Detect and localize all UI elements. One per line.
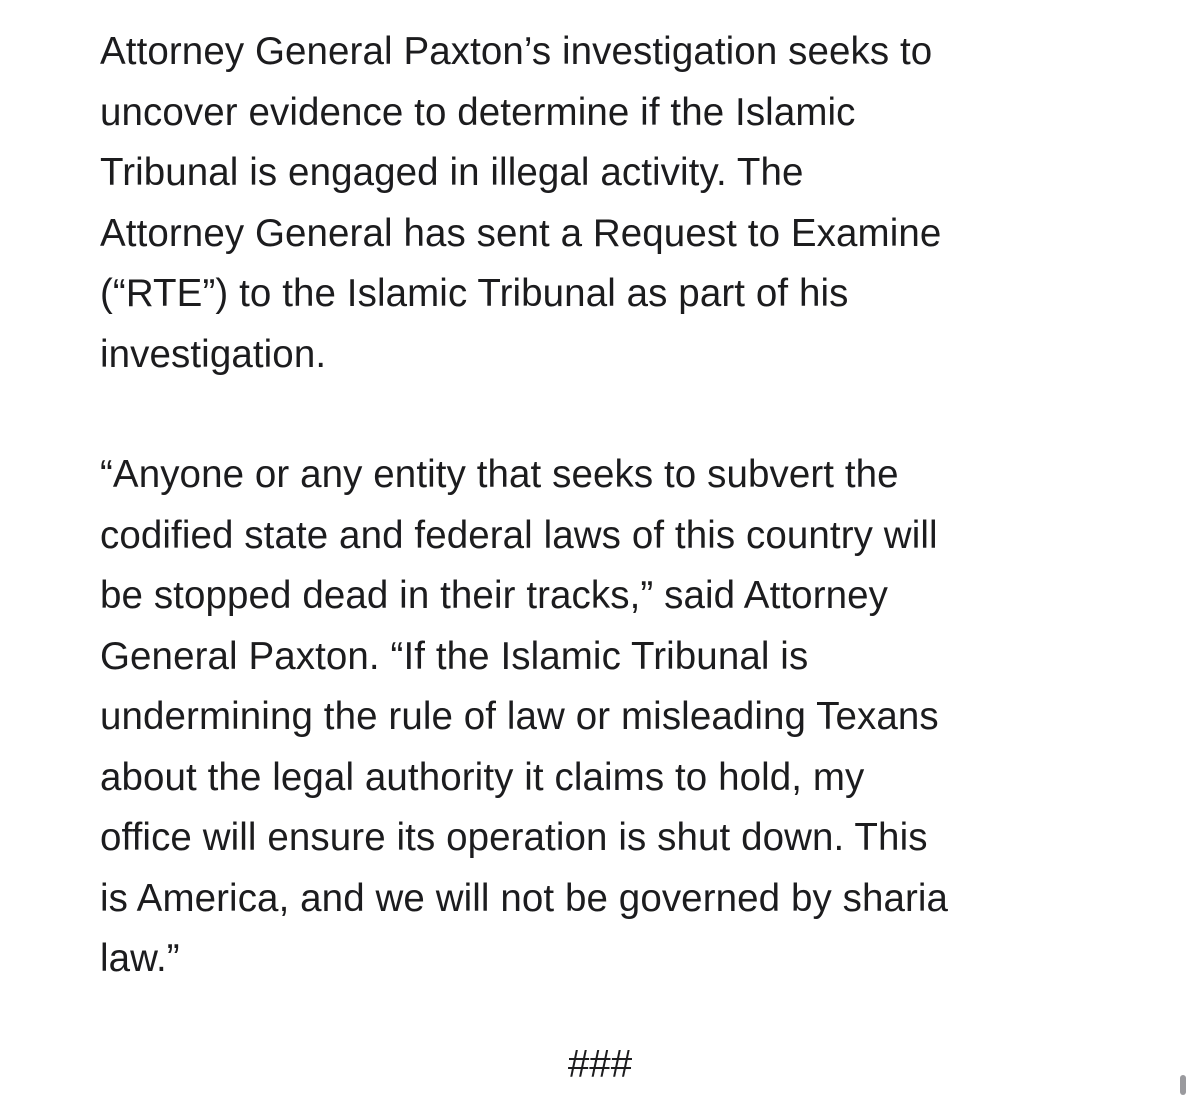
paragraph-quote: “Anyone or any entity that seeks to subvert the codified state and federal laws of this country will be stopped dead in their tracks,” said Attorney General Paxton. “If the Islamic Tribunal is undermining the rule of law or misleading Texans about the legal authority it claims to hold, my office will ensure its operation is shut down. This is America, and we will not be governed by sharia law.”: [100, 453, 949, 980]
end-marker: ###: [567, 1043, 633, 1086]
scrollbar[interactable]: [1180, 1075, 1186, 1095]
paragraph-investigation: Attorney General Paxton’s investigation seeks to uncover evidence to determine if the Islamic Tribunal is engaged in illegal activity. The Attorney General has sent a Request to Examine (“RTE”) to the Islamic Tribunal as part of his investigation.: [100, 30, 942, 376]
document-body: [100, 22, 1160, 990]
